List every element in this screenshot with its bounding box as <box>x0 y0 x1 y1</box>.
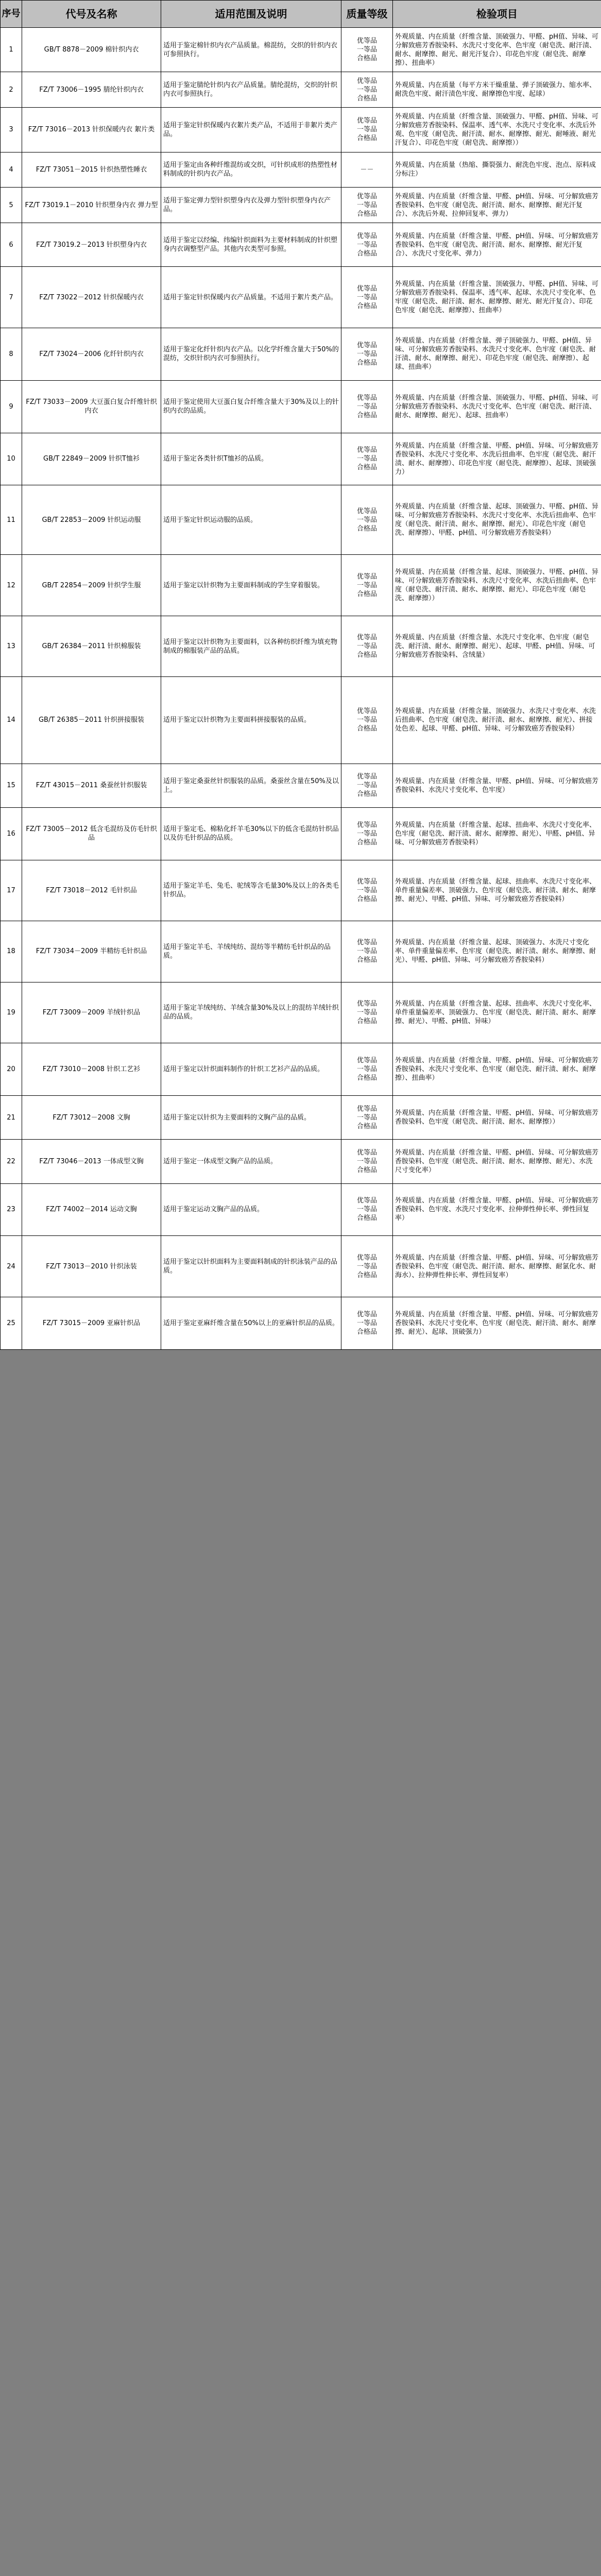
cell-quality-grade: 优等品 一等品 合格品 <box>341 328 393 380</box>
cell-serial-number: 20 <box>1 1043 22 1096</box>
cell-scope: 适用于鉴定由各种纤维混纺或交织，可针织成形的热塑性材料制成的针织内衣产品。 <box>161 152 341 188</box>
cell-scope: 适用于鉴定运动文胸产品的品质。 <box>161 1183 341 1236</box>
table-row <box>1 921 601 982</box>
cell-scope: 适用于鉴定弹力型针织塑身内衣及弹力型针织塑身内衣产品。 <box>161 188 341 223</box>
cell-serial-number: 9 <box>1 380 22 433</box>
cell-quality-grade: 优等品 一等品 合格品 <box>341 223 393 267</box>
cell-quality-grade: 优等品 一等品 合格品 <box>341 72 393 108</box>
cell-code-and-name: FZ/T 73009－2009 羊绒针织品 <box>22 982 161 1043</box>
cell-inspection-items: 外观质量、内在质量（纤维含量、甲醛、pH值、异味、可分解致癌芳香胺染料、色牢度（耐皂洗、耐汗渍、耐水、耐摩擦、耐光）、水洗尺寸变化率） <box>393 1140 601 1183</box>
cell-inspection-items: 外观质量、内在质量（纤维含量、起球、顶破强力、甲醛、pH值、异味、可分解致癌芳香胺染料、水洗尺寸变化率、水洗后扭曲率、色牢度（耐皂洗、耐汗渍、耐水、耐摩擦、耐光）、印花色牢度（耐皂洗、耐摩擦）、甲醛、pH值、可分解致癌芳香胺染料） <box>393 485 601 555</box>
table-row <box>1 555 601 616</box>
cell-inspection-items: 外观质量、内在质量（纤维含量、弹子顶破强力、甲醛、pH值、异味、可分解致癌芳香胺染料、水洗尺寸变化率、色牢度（耐皂洗、耐汗渍、耐水、耐摩擦、耐光）、印花色牢度（耐皂洗、耐摩擦）、起球、扭曲率） <box>393 328 601 380</box>
cell-scope: 适用于鉴定针织运动服的品质。 <box>161 485 341 555</box>
header-row <box>1 1 601 28</box>
cell-code-and-name: FZ/T 73010－2008 针织工艺衫 <box>22 1043 161 1096</box>
cell-scope: 适用于鉴定针织保暖内衣絮片类产品，不适用于非絮片类产品。 <box>161 108 341 152</box>
cell-serial-number: 1 <box>1 28 22 72</box>
cell-inspection-items: 外观质量、内在质量（纤维含量、起球、顶破强力、水洗尺寸变化率、单件重量偏差率、色牢度（耐皂洗、耐汗渍、耐水、耐摩擦、耐光）、甲醛、pH值、异味、可分解致癌芳香胺染料） <box>393 921 601 982</box>
cell-scope: 适用于鉴定以针织物为主要面料拼接服装的品质。 <box>161 677 341 764</box>
cell-quality-grade: 优等品 一等品 合格品 <box>341 1095 393 1139</box>
cell-quality-grade: －－ <box>341 152 393 188</box>
header-serial-number: 序号 <box>1 1 22 28</box>
cell-quality-grade: 优等品 一等品 合格品 <box>341 1297 393 1349</box>
cell-quality-grade: 优等品 一等品 合格品 <box>341 921 393 982</box>
cell-quality-grade: 优等品 一等品 合格品 <box>341 1140 393 1183</box>
cell-scope: 适用于鉴定针织保暖内衣产品质量。不适用于絮片类产品。 <box>161 267 341 328</box>
cell-scope: 适用于鉴定一体成型文胸产品的品质。 <box>161 1140 341 1183</box>
cell-quality-grade: 优等品 一等品 合格品 <box>341 807 393 860</box>
cell-serial-number: 6 <box>1 223 22 267</box>
table-row <box>1 1043 601 1096</box>
table-row <box>1 28 601 72</box>
cell-code-and-name: GB/T 26384－2011 针织棉服装 <box>22 616 161 676</box>
cell-code-and-name: FZ/T 73051－2015 针织热塑性睡衣 <box>22 152 161 188</box>
cell-inspection-items: 外观质量、内在质量（每平方米干燥重量、弹子顶破强力、缩水率、耐洗色牢度、耐汗渍色牢度、耐摩擦色牢度、起球） <box>393 72 601 108</box>
cell-serial-number: 7 <box>1 267 22 328</box>
cell-serial-number: 23 <box>1 1183 22 1236</box>
table-row <box>1 433 601 485</box>
cell-quality-grade: 优等品 一等品 合格品 <box>341 1043 393 1096</box>
table-row <box>1 72 601 108</box>
cell-code-and-name: FZ/T 74002－2014 运动文胸 <box>22 1183 161 1236</box>
table-row <box>1 1183 601 1236</box>
header-quality-grade: 质量等级 <box>341 1 393 28</box>
cell-scope: 适用于鉴定羊毛、羊绒纯纺、混纺等半精纺毛针织品的品质。 <box>161 921 341 982</box>
cell-inspection-items: 外观质量、内在质量（热缩、撕裂强力、耐洗色牢度、泡点、原料成分标注） <box>393 152 601 188</box>
cell-inspection-items: 外观质量、内在质量（纤维含量、甲醛、pH值、异味、可分解致癌芳香胺染料、色牢度（耐皂洗、耐汗渍、耐水、耐摩擦、耐氯化水、耐海水）、拉伸弹性伸长率、弹性回复率） <box>393 1236 601 1297</box>
cell-code-and-name: GB/T 8878－2009 棉针织内衣 <box>22 28 161 72</box>
table-row <box>1 1095 601 1139</box>
cell-code-and-name: GB/T 22854－2009 针织学生服 <box>22 555 161 616</box>
cell-code-and-name: FZ/T 73013－2010 针织泳装 <box>22 1236 161 1297</box>
cell-quality-grade: 优等品 一等品 合格品 <box>341 433 393 485</box>
cell-serial-number: 18 <box>1 921 22 982</box>
cell-code-and-name: GB/T 26385－2011 针织拼接服装 <box>22 677 161 764</box>
cell-serial-number: 2 <box>1 72 22 108</box>
cell-inspection-items: 外观质量、内在质量（纤维含量、甲醛、pH值、异味、可分解致癌芳香胺染料、色牢度（耐皂洗、耐汗渍、耐水、耐摩擦、耐光汗复合）、水洗后外观、拉伸回复率、弹力） <box>393 188 601 223</box>
cell-inspection-items: 外观质量、内在质量（纤维含量、起球、扭曲率、水洗尺寸变化率、色牢度（耐皂洗、耐汗渍、耐水、耐摩擦、耐光）、甲醛、pH值、异味、可分解致癌芳香胺染料） <box>393 807 601 860</box>
cell-code-and-name: FZ/T 73019.2－2013 针织塑身内衣 <box>22 223 161 267</box>
cell-inspection-items: 外观质量、内在质量（纤维含量、甲醛、pH值、异味、可分解致癌芳香胺染料、色牢度（耐皂洗、耐汗渍、耐水、耐摩擦）） <box>393 1095 601 1139</box>
cell-quality-grade: 优等品 一等品 合格品 <box>341 860 393 921</box>
header-scope: 适用范围及说明 <box>161 1 341 28</box>
cell-quality-grade: 优等品 一等品 合格品 <box>341 188 393 223</box>
cell-scope: 适用于鉴定桑蚕丝针织服装的品质。桑蚕丝含量在50%及以上。 <box>161 764 341 807</box>
cell-scope: 适用于鉴定各类针织T恤衫的品质。 <box>161 433 341 485</box>
cell-quality-grade: 优等品 一等品 合格品 <box>341 764 393 807</box>
table-header <box>1 1 601 28</box>
cell-serial-number: 4 <box>1 152 22 188</box>
cell-code-and-name: FZ/T 73006－1995 腈纶针织内衣 <box>22 72 161 108</box>
cell-quality-grade: 优等品 一等品 合格品 <box>341 28 393 72</box>
table-row <box>1 982 601 1043</box>
cell-quality-grade: 优等品 一等品 合格品 <box>341 1236 393 1297</box>
cell-serial-number: 19 <box>1 982 22 1043</box>
cell-scope: 适用于鉴定羊毛、兔毛、驼绒等含毛量30%及以上的各类毛针织品。 <box>161 860 341 921</box>
table-row <box>1 616 601 676</box>
cell-quality-grade: 优等品 一等品 合格品 <box>341 108 393 152</box>
header-inspection-items: 检验项目 <box>393 1 601 28</box>
cell-inspection-items: 外观质量、内在质量（纤维含量、顶破强力、水洗尺寸变化率、水洗后扭曲率、色牢度（耐皂洗、耐汗渍、耐水、耐摩擦、耐光）、拼接处色差、起球、甲醛、pH值、异味、可分解致癌芳香胺染料） <box>393 677 601 764</box>
table-row <box>1 108 601 152</box>
table-body <box>1 28 601 1350</box>
cell-code-and-name: FZ/T 73024－2006 化纤针织内衣 <box>22 328 161 380</box>
cell-scope: 适用于鉴定羊绒纯纺、羊绒含量30%及以上的混纺羊绒针织品的品质。 <box>161 982 341 1043</box>
cell-inspection-items: 外观质量、内在质量（纤维含量、甲醛、pH值、异味、可分解致癌芳香胺染料、水洗尺寸变化率、色牢度（耐皂洗、耐汗渍、耐水、耐摩擦、耐光）、起球、顶破强力） <box>393 1297 601 1349</box>
cell-serial-number: 25 <box>1 1297 22 1349</box>
cell-quality-grade: 优等品 一等品 合格品 <box>341 555 393 616</box>
table-row <box>1 380 601 433</box>
cell-quality-grade: 优等品 一等品 合格品 <box>341 267 393 328</box>
cell-inspection-items: 外观质量、内在质量（纤维含量、顶破强力、甲醛、pH值、异味、可分解致癌芳香胺染料、保温率、透气率、起球、水洗尺寸变化率、色牢度（耐皂洗、耐汗渍、耐水、耐摩擦、耐光、耐光汗复合）、印花色牢度（耐皂洗、耐摩擦）、扭曲率） <box>393 267 601 328</box>
table-row <box>1 485 601 555</box>
cell-quality-grade: 优等品 一等品 合格品 <box>341 616 393 676</box>
table-row <box>1 223 601 267</box>
cell-serial-number: 16 <box>1 807 22 860</box>
cell-code-and-name: FZ/T 73034－2009 半精纺毛针织品 <box>22 921 161 982</box>
cell-quality-grade: 优等品 一等品 合格品 <box>341 485 393 555</box>
cell-serial-number: 21 <box>1 1095 22 1139</box>
cell-inspection-items: 外观质量、内在质量（纤维含量、起球、扭曲率、水洗尺寸变化率、单件重量偏差率、顶破强力、色牢度（耐皂洗、耐汗渍、耐水、耐摩擦、耐光）、甲醛、pH值、异味、可分解致癌芳香胺染料） <box>393 860 601 921</box>
cell-quality-grade: 优等品 一等品 合格品 <box>341 982 393 1043</box>
cell-code-and-name: FZ/T 73005－2012 低含毛混纺及仿毛针织品 <box>22 807 161 860</box>
cell-inspection-items: 外观质量、内在质量（纤维含量、甲醛、pH值、异味、可分解致癌芳香胺染料、色牢度、水洗尺寸变化率、拉伸弹性伸长率、弹性回复率） <box>393 1183 601 1236</box>
cell-code-and-name: FZ/T 73018－2012 毛针织品 <box>22 860 161 921</box>
cell-serial-number: 10 <box>1 433 22 485</box>
cell-code-and-name: FZ/T 73016－2013 针织保暖内衣 絮片类 <box>22 108 161 152</box>
cell-code-and-name: GB/T 22849－2009 针织T恤衫 <box>22 433 161 485</box>
cell-code-and-name: FZ/T 73019.1－2010 针织塑身内衣 弹力型 <box>22 188 161 223</box>
cell-scope: 适用于鉴定使用大豆蛋白复合纤维含量大于30%及以上的针织内衣的品质。 <box>161 380 341 433</box>
cell-serial-number: 11 <box>1 485 22 555</box>
table-row <box>1 1236 601 1297</box>
table-row <box>1 764 601 807</box>
cell-scope: 适用于鉴定以经编、纬编针织面料为主要材料制成的针织塑身内衣调整型产品。其他内衣类型可参照。 <box>161 223 341 267</box>
cell-inspection-items: 外观质量、内在质量（纤维含量、甲醛、pH值、异味、可分解致癌芳香胺染料、水洗尺寸变化率、水洗后扭曲率、色牢度（耐皂洗、耐汗渍、耐水、耐摩擦）、印花色牢度（耐皂洗、耐摩擦）、起球、顶破强力） <box>393 433 601 485</box>
cell-serial-number: 3 <box>1 108 22 152</box>
table-row <box>1 152 601 188</box>
cell-serial-number: 13 <box>1 616 22 676</box>
table-row <box>1 188 601 223</box>
cell-scope: 适用于鉴定以针织物为主要面料，以各种纺织纤维为填充物制成的棉服装产品的品质。 <box>161 616 341 676</box>
cell-code-and-name: FZ/T 73033－2009 大豆蛋白复合纤维针织内衣 <box>22 380 161 433</box>
cell-serial-number: 15 <box>1 764 22 807</box>
cell-inspection-items: 外观质量、内在质量（纤维含量、顶破强力、甲醛、pH值、异味、可分解致癌芳香胺染料、水洗尺寸变化率、色牢度（耐皂洗、耐汗渍、耐水、耐摩擦、耐光、耐光汗复合）、印花色牢度（耐皂洗、耐摩擦）、扭曲率） <box>393 28 601 72</box>
cell-code-and-name: FZ/T 73015－2009 亚麻针织品 <box>22 1297 161 1349</box>
cell-serial-number: 22 <box>1 1140 22 1183</box>
cell-serial-number: 5 <box>1 188 22 223</box>
cell-scope: 适用于鉴定以针织面料为主要面料制成的针织泳装产品的品质。 <box>161 1236 341 1297</box>
cell-scope: 适用于鉴定以针织物为主要面料制成的学生穿着服装。 <box>161 555 341 616</box>
cell-code-and-name: FZ/T 43015－2011 桑蚕丝针织服装 <box>22 764 161 807</box>
table-row <box>1 1140 601 1183</box>
cell-inspection-items: 外观质量、内在质量（纤维含量、甲醛、pH值、异味、可分解致癌芳香胺染料、水洗尺寸变化率、色牢度（耐皂洗、耐汗渍、耐水、耐摩擦）、扭曲率） <box>393 1043 601 1096</box>
cell-serial-number: 17 <box>1 860 22 921</box>
cell-scope: 适用于鉴定以针织为主要面料的文胸产品的品质。 <box>161 1095 341 1139</box>
header-code-and-name: 代号及名称 <box>22 1 161 28</box>
cell-scope: 适用于鉴定毛、棉粘化纤羊毛30%以下的低含毛混纺针织品以及仿毛针织品的品质。 <box>161 807 341 860</box>
cell-serial-number: 12 <box>1 555 22 616</box>
table-row <box>1 860 601 921</box>
cell-scope: 适用于鉴定化纤针织内衣产品。以化学纤维含量大于50%的混纺，交织针织内衣可参照执行。 <box>161 328 341 380</box>
cell-inspection-items: 外观质量、内在质量（纤维含量、起球、扭曲率、水洗尺寸变化率、单件重量偏差率、顶破强力、色牢度（耐皂洗、耐汗渍、耐水、耐摩擦、耐光）、甲醛、pH值、异味） <box>393 982 601 1043</box>
table-row <box>1 328 601 380</box>
cell-code-and-name: FZ/T 73022－2012 针织保暖内衣 <box>22 267 161 328</box>
cell-serial-number: 14 <box>1 677 22 764</box>
cell-inspection-items: 外观质量、内在质量（纤维含量、起球、顶破强力、甲醛、pH值、异味、可分解致癌芳香胺染料、水洗尺寸变化率、水洗后扭曲率、色牢度（耐皂洗、耐汗渍、耐水、耐摩擦、耐光）、印花色牢度（耐皂洗、耐摩擦）） <box>393 555 601 616</box>
cell-inspection-items: 外观质量、内在质量（纤维含量、甲醛、pH值、异味、可分解致癌芳香胺染料、水洗尺寸变化率、色牢度） <box>393 764 601 807</box>
cell-serial-number: 8 <box>1 328 22 380</box>
cell-scope: 适用于鉴定以针织面料制作的针织工艺衫产品的品质。 <box>161 1043 341 1096</box>
cell-scope: 适用于鉴定棉针织内衣产品质量。棉混纺，交织的针织内衣可参照执行。 <box>161 28 341 72</box>
cell-scope: 适用于鉴定腈纶针织内衣产品质量。腈纶混纺，交织的针织内衣可参照执行。 <box>161 72 341 108</box>
cell-quality-grade: 优等品 一等品 合格品 <box>341 677 393 764</box>
cell-code-and-name: FZ/T 73046－2013 一体成型文胸 <box>22 1140 161 1183</box>
cell-scope: 适用于鉴定亚麻纤维含量在50%以上的亚麻针织品的品质。 <box>161 1297 341 1349</box>
cell-inspection-items: 外观质量、内在质量（纤维含量、甲醛、pH值、异味、可分解致癌芳香胺染料、色牢度（耐皂洗、耐汗渍、耐水、耐摩擦、耐光汗复合）、水洗尺寸变化率、弹力） <box>393 223 601 267</box>
cell-code-and-name: GB/T 22853－2009 针织运动服 <box>22 485 161 555</box>
cell-serial-number: 24 <box>1 1236 22 1297</box>
cell-inspection-items: 外观质量、内在质量（纤维含量、顶破强力、甲醛、pH值、异味、可分解致癌芳香胺染料、保温率、透气率、水洗尺寸变化率、水洗后外观、色牢度（耐皂洗、耐汗渍、耐水、耐摩擦、耐光、耐唾液、耐光汗复合）、印花色牢度（耐皂洗、耐摩擦）） <box>393 108 601 152</box>
cell-code-and-name: FZ/T 73012－2008 文胸 <box>22 1095 161 1139</box>
table-row <box>1 677 601 764</box>
cell-inspection-items: 外观质量、内在质量（纤维含量、顶破强力、甲醛、pH值、异味、可分解致癌芳香胺染料、水洗尺寸变化率、色牢度（耐皂洗、耐汗渍、耐水、耐摩擦、耐光）、起球、扭曲率） <box>393 380 601 433</box>
cell-quality-grade: 优等品 一等品 合格品 <box>341 1183 393 1236</box>
table-row <box>1 1297 601 1349</box>
table-row <box>1 267 601 328</box>
cell-inspection-items: 外观质量、内在质量（纤维含量、水洗尺寸变化率、色牢度（耐皂洗、耐汗渍、耐水、耐摩擦、耐光）、起球、甲醛、pH值、异味、可分解致癌芳香胺染料、含绒量） <box>393 616 601 676</box>
cell-quality-grade: 优等品 一等品 合格品 <box>341 380 393 433</box>
table-row <box>1 807 601 860</box>
